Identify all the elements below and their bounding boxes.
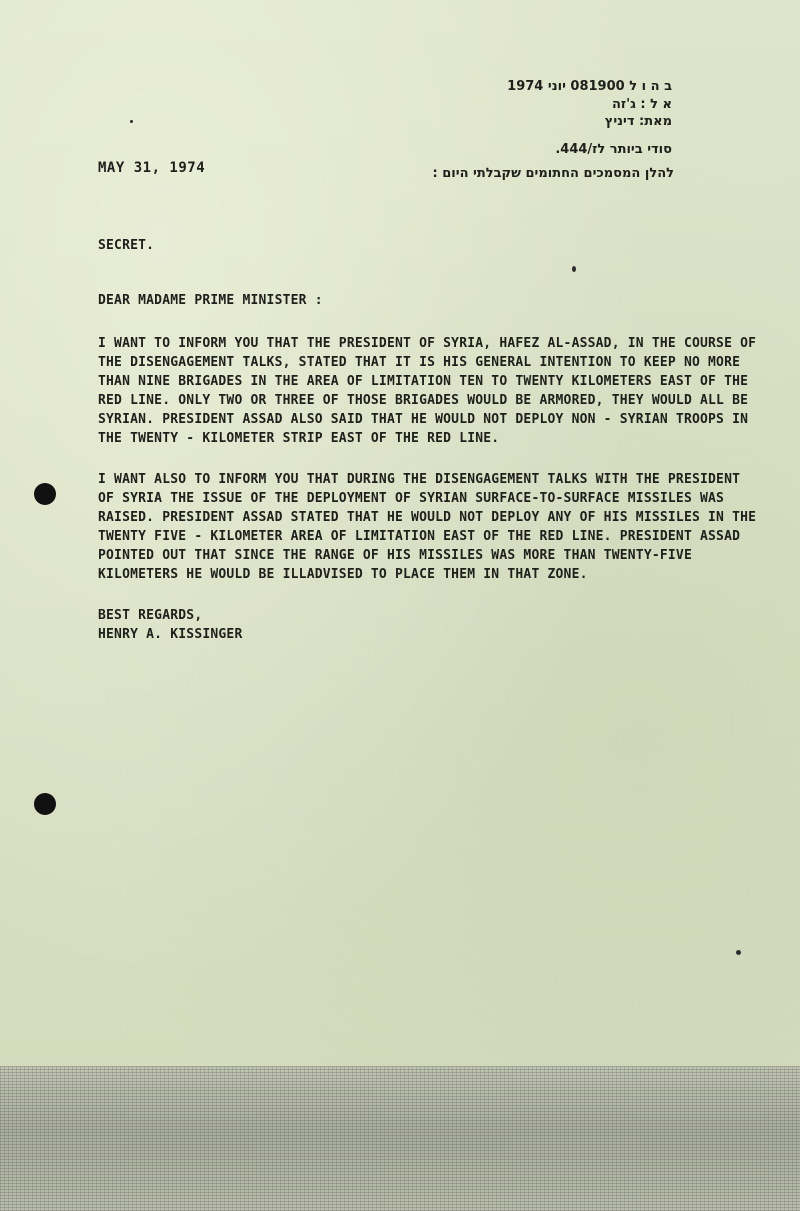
letter-body — [98, 236, 758, 644]
ink-speck — [572, 266, 576, 272]
hebrew-header-line-5: להלן המסמכים החתומים שקבלתי היום : — [432, 166, 674, 181]
punch-hole-top — [34, 483, 56, 505]
signature: HENRY A. KISSINGER — [98, 627, 243, 642]
hebrew-header-line-2: א ל : ג'זה — [611, 96, 672, 112]
paragraph-1: I WANT TO INFORM YOU THAT THE PRESIDENT OF SYRIA, HAFEZ AL-ASSAD, IN THE COURSE OF THE DISENGAGEMENT TALKS, STATED THAT IT IS HIS GENERAL INTENTION TO KEEP NO MORE THAN NINE BRIGADES IN THE AREA OF LIMITATION TEN TO TWENTY KILOMETERS EAST OF THE RED LINE. ONLY TWO OR THREE OF THOSE BRIGADES WOULD BE ARMORED, THEY WOULD ALL BE SYRIAN. PRESIDENT ASSAD ALSO SAID THAT HE WOULD NOT DEPLOY NON - SYRIAN TROOPS IN THE TWENTY - KILOMETER STRIP EAST OF THE RED LINE. — [98, 336, 757, 446]
paragraph-2: I WANT ALSO TO INFORM YOU THAT DURING THE DISENGAGEMENT TALKS WITH THE PRESIDENT OF SYRIA THE ISSUE OF THE DEPLOYMENT OF SYRIAN SURFACE-TO-SURFACE MISSILES WAS RAISED. PRESIDENT ASSAD STATED THAT HE WOULD NOT DEPLOY ANY OF HIS MISSILES IN THE TWENTY FIVE - KILOMETER AREA OF LIMITATION EAST OF THE RED LINE. PRESIDENT ASSAD POINTED OUT THAT SINCE THE RANGE OF HIS MISSILES WAS MORE THAN TWENTY-FIVE KILOMETERS HE WOULD BE ILLADVISED TO PLACE THEM IN THAT ZONE. — [98, 472, 757, 582]
punch-hole-bottom — [34, 793, 56, 815]
closing: BEST REGARDS, — [98, 608, 203, 623]
hebrew-header-line-3: מאת: דיניץ — [604, 114, 672, 130]
hebrew-header-line-4: סודי ביותר לז/444. — [555, 141, 672, 157]
hebrew-header-line-1: ב ה ו ל 081900 יוני 1974 — [507, 79, 672, 94]
hebrew-header — [372, 78, 672, 158]
document-date: MAY 31, 1974 — [98, 160, 206, 176]
ink-speck — [130, 120, 133, 123]
scan-noise-band — [0, 1066, 800, 1211]
ink-speck — [736, 950, 741, 955]
classification-label: SECRET. — [98, 238, 155, 253]
salutation: DEAR MADAME PRIME MINISTER : — [98, 293, 323, 308]
